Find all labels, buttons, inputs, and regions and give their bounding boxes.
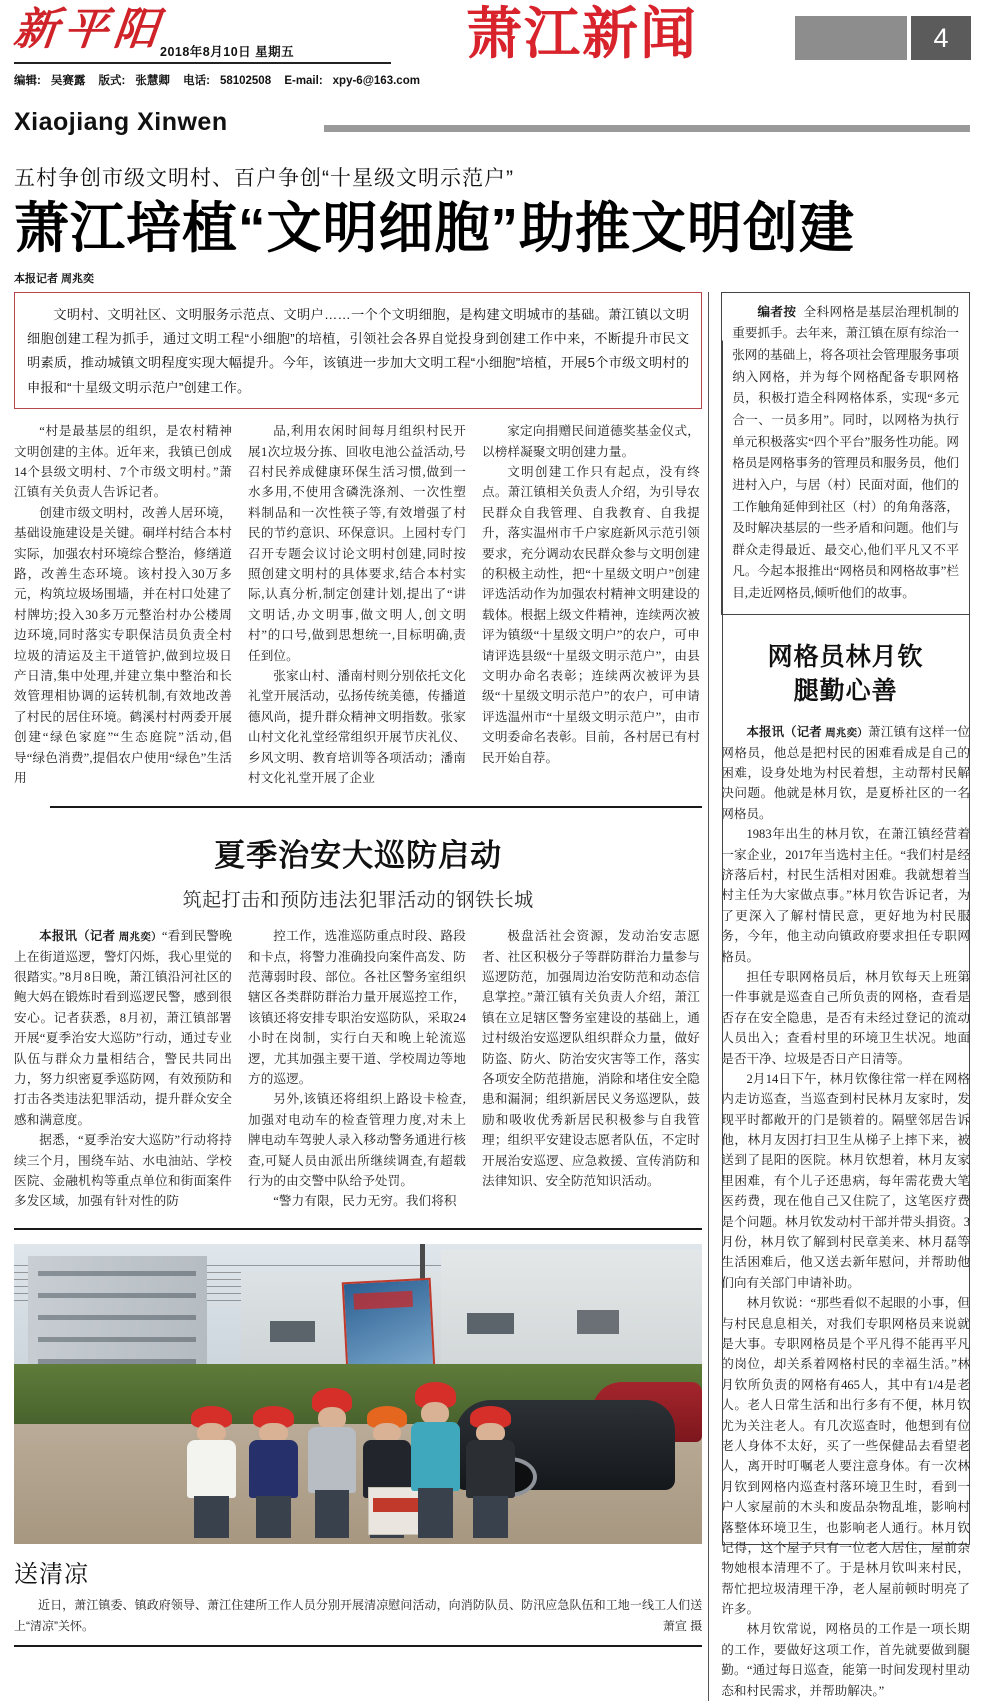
lead-article-columns [14,421,702,788]
article2-c3-p1: 极盘活社会资源，发动治安志愿者、社区积极分子等群防群治力量参与巡逻防范，加强周边治安防范和动态信息掌控。”萧江镇有关负责人介绍，萧江镇在立足辖区警务室建设的基础上，通过村级治安巡逻队组织群众力量，做好防盗、防火、防治安灾害等工作，落实各项安全防范措施，消除和堵住安全隐患和漏洞；组织新居民义务巡逻队，鼓励和吸收优秀新居民积极参与自我管理；组织平安建设志愿者队伍，不定时开展治安巡逻、应急救援、宣传消防和法律知识、安全防范知识活动。 [482,929,700,1188]
lead-summary-text: 文明村、文明社区、文明服务示范点、文明户……一个个文明细胞，是构建文明城市的基础。萧江镇以文明细胞创建工程为抓手，通过文明工程“小细胞”的培植，引领社会各界自觉投身到创建工作中来，不断提升市民文明素质，推动城镇文明程度实现大幅提升。今年，该镇进一步加大文明工程“小细胞”培植，开展5个市级文明村的申报和“十星级文明示范户”创建工作。 [27,306,690,395]
sidebar-p6: 林月钦常说，网格员的工作是一项长期的工作，要做好这项工作，首先就要做到腿勤。“通过每日巡查，能第一时间发现村里动态和村民需求，并帮助解决。” [721,1622,970,1698]
photo-torso [249,1440,298,1498]
photo-torso [308,1427,357,1493]
photo-torso [466,1440,515,1498]
lead-column-2 [248,421,466,788]
lead-kicker: 五村争创市级文明村、百户争创“十星级文明示范户” [14,167,514,190]
sidebar-p1-text: 萧江镇有这样一位网格员，他总是把村民的困难看成是自己的困难，设身处地为村民着想，主动帮村民解决问题。他就是林月钦，是夏桥社区的一名网格员。 [721,725,971,821]
lead-headline: 萧江培植“文明细胞”助推文明创建 [14,197,856,259]
editor-note-text: 全科网格是基层治理机制的重要抓手。去年来，萧江镇在原有综治一张网的基础上，将各项社会管理服务事项纳入网格，并为每个网格配备专职网格员，积极打造全科网格体系，实现“多元合一、一员多用”。同时，以网格为执行单元积极落实“四个平台”服务性功能。网格员是网格事务的管理员和服务员，他们进村入户，与居（村）民面对面，他们的工作触角延伸到社区（村）的角角落落，及时解决基层的一些矛盾和问题。他们与群众走得最近、最交心,他们平凡又不平凡。今起本报推出“网格员和网格故事”栏目,走近网格员,倾听他们的故事。 [732,304,960,601]
feature-photo [14,1244,702,1544]
layout-label: 版式: [98,75,126,87]
lead-c1-p2: 创建市级文明村，改善人居环境，基础设施建设是关键。硐垟村结合本村实际，加强农村环境综合整治，修缮道路，改善生态环境。该村投入30万多元，构筑垃圾场围墙，并在村口处建了村牌坊;投入30多万元整治村办公楼周边环境,同时落实专职保洁员负责全村垃圾的清运及主干道管护,做到垃圾日产日清,集中处理,并建立集中整治和长效管理相协调的运转机制,有效地改善了村民的居住环境。鹤溪村村两委开展创建“绿色家庭”“生态庭院”活动,倡导“绿色消费”,提倡农户使用“绿色”生活用 [14,505,232,785]
sidebar-p4: 2月14日下午，林月钦像往常一样在网格内走访巡查，当巡查到村民林月友家时，发现平时都敞开的门是锁着的。隔壁邻居告诉他，林月友因打扫卫生从梯子上摔下来，被送到了昆阳的医院。林月钦想着，林月友家里困难，有个儿子还患病，每年需花费大笔医药费，现在他自己又住院了，这笔医疗费是个问题。林月钦发动村干部并带头捐资。3月份，林月钦了解到村民章美来、林月磊等生活困难后，他又送去新年慰问，并帮助他们向有关部门申请补助。 [721,1071,970,1290]
vertical-divider [708,292,709,1701]
photo-worker-4 [465,1406,516,1538]
article2-c1-p2: 据悉，“夏季治安大巡防”行动将持续三个月，围绕车站、水电油站、学校医院、金融机构等重点单位和街面案件多发区域，加强有针对性的防 [14,1133,232,1209]
email-label: E-mail: [284,75,323,87]
section-title: 萧江新闻 [466,2,698,65]
photo-legs [418,1488,453,1538]
article2-c2-p3: “警力有限，民力无穷。我们将积 [273,1194,457,1209]
article2-c2-p2: 另外,该镇还将组织上路设卡检查,加强对电动车的检查管理力度,对未上牌电动车驾驶人录入移动警务通进行核查,可疑人员由派出所继续调查,有超载行为的由交警中队给予处罚。 [248,1092,466,1188]
phone-label: 电话: [183,75,210,87]
lead-c3-p2: 文明创建工作只有起点，没有终点。萧江镇相关负责人介绍，为引导农民群众自我管理、自我教育、自我提升，落实温州市千户家庭新风示范引领要求，充分调动农民群众参与文明创建的积极主动性，把“十星级文明户”创建评选活动作为加强农村精神文明建设的载体。根据上级文件精神，连续两次被评为镇级“十星级文明户”的农户，可申请评选县级“十星级文明示范户”，由县文明办命名表彰；连续两次被评为县级“十星级文明示范户”的农户，可申请评选温州市“十星级文明示范户”，由市文明委命名表彰。目前，各村居已有村民开始自荐。 [482,465,700,765]
page-grid [14,292,970,1701]
photo-signboard [342,1278,436,1373]
photo-official-1 [307,1388,358,1538]
article2-top-rule [50,806,702,808]
photo-torso [411,1422,460,1491]
lead-c1-p1: “村是最基层的组织，是农村精神文明创建的主体。近年来，我镇已创成14个县级文明村、7个市级文明村。”萧江镇有关负责人告诉记者。 [14,424,232,500]
article2-subhead: 筑起打击和预防违法犯罪活动的钢铁长城 [182,890,534,912]
photo-official-2 [410,1382,461,1538]
photo-legs [256,1496,291,1538]
photo-worker-2 [248,1406,299,1538]
article2-leadin: 本报讯（记者 [39,929,116,944]
article2-columns [14,926,702,1211]
main-content-zone [14,292,702,1701]
editor-name: 吴赛露 [50,75,86,87]
sidebar-leadin: 本报讯（记者 [746,725,822,740]
pinyin-divider [324,125,970,132]
sidebar-headline [721,641,970,709]
masthead-rule [14,62,391,64]
article2-c2-p1: 控工作，选准巡防重点时段、路段和卡点，将警力准确投向案件高发、防范薄弱时段、部位。各社区警务室组织辖区各类群防群治力量开展巡控工作，该镇还将安排专职治安巡防队，采取24小时在岗制，实行白天和晚上轮流巡逻，尤其加强主要干道、学校周边等地方的巡逻。 [248,929,466,1087]
page-number: 4 [911,16,971,60]
photo-worker-1 [186,1406,237,1538]
masthead [0,0,984,104]
photo-caption-text: 近日，萧江镇委、镇政府领导、萧江住建所工作人员分别开展清凉慰问活动，向消防队员、防汛应急队伍和工地一线工人们送上“清凉”关怀。 [14,1597,703,1633]
article2-c1-p1-text: “看到民警晚上在街道巡逻，警灯闪烁，我心里觉的很踏实。”8月8日晚，萧江镇沿河社区的鲍大妈在锻炼时看到巡逻民警，感到很安心。记者获悉，8月初，萧江镇部署开展“夏季治安大巡防”行动，通过专业队伍与群众力量相结合，警民共同出力，努力织密夏季巡防网，有效预防和打击各类违法犯罪活动，提升群众安全感和满意度。 [14,929,233,1127]
photo-credit: 萧宣 摄 [662,1618,703,1633]
lead-byline: 本报记者 周兆奕 [14,272,95,285]
editor-label: 编辑: [14,75,41,87]
editor-note-label: 编者按 [757,304,797,319]
article2-reporter: 周兆奕） [118,931,162,944]
sidebar-headline-line1: 网格员林月钦 [767,642,924,671]
photo-top-rule [14,1228,702,1230]
photo-legs [473,1496,508,1538]
sidebar-p1 [721,722,970,824]
article2-column-2 [248,926,466,1211]
photo-caption-title: 送清凉 [14,1560,89,1588]
editor-note-paragraph [732,302,959,605]
section-pinyin: Xiaojiang Xinwen [14,108,228,136]
article2-c1-p1 [14,926,232,1130]
photo-legs [315,1490,350,1538]
sidebar-p2: 1983年出生的林月钦，在萧江镇经营着一家企业，2017年当选村主任。“我们村是经济落后村，村民生活相对困难。我就想着当村主任为大家做点事。”林月钦告诉记者，为了更深入了解村情民意，更好地为村民服务，今年，他主动向镇政府要求担任专职网格员。 [721,827,970,964]
article2-headline: 夏季治安大巡防启动 [214,838,503,874]
lead-c2-p2: 张家山村、潘南村则分别依托文化礼堂开展活动，弘扬传统美德，传播道德风尚，提升群众精神文明指数。张家山村文化礼堂经常组织开展节庆礼仪、乡风文明、教育培训等各项活动；潘南村文化礼堂开展了企业 [248,668,466,785]
photo-caption-body [14,1595,702,1637]
lead-c2-p1: 品,利用农闲时间每月组织村民开展1次垃圾分拣、回收电池公益活动,号召村民养成健康环保生活习惯,做到一水多用,不使用含磷洗涤剂、一次性塑料制品和一次性筷子等,有效增强了村民的节约意识、环保意识。上园村专门召开专题会议讨论文明村创建,同时按照创建文明村的具体要求,结合本村实际,认真分析,制定创建计划,提出了“讲文明话,办文明事,做文明人,创文明村”的口号,做到思想统一,目标明确,责任到位。 [248,424,466,663]
article2-column-1 [14,926,232,1211]
photo-legs [194,1496,229,1538]
photo-bottom-rule [14,1645,702,1647]
lead-c3-p1: 家定向捐赠民间道德奖基金仪式，以榜样凝聚文明创建力量。 [482,424,700,459]
lead-column-3 [482,421,700,788]
email-address: xpy-6@163.com [332,75,420,87]
sidebar-p5: 林月钦说：“那些看似不起眼的小事，但与村民息息相关，对我们专职网格员来说就是大事。专职网格员是个平凡得不能再平凡的岗位，却关系着网格村民的幸福生活。”林月钦所负责的网格有465人，其中有1/4是老人。老人日常生活和出行多有不便，林月钦尤为关注老人。有几次巡查时，他想到有位老人身体不太好，买了一些保健品去看望老人，离开时叮嘱老人要注意身体。有一次林月钦到网格内巡查村落环境卫生时，看到一户人家屋前的木头和废品杂物乱堆，影响村落整体环境卫生，也影响老人通行。林月钦记得，这个屋子只有一位老人居住，屋前杂物她根本清理不了。于是林月钦叫来村民，帮忙把垃圾清理干净，老人屋前顿时明亮了许多。 [721,1296,970,1617]
lead-summary-box [14,292,702,410]
sidebar-column [721,292,970,1701]
sidebar-reporter: 周兆奕） [825,727,868,740]
sidebar-headline-line2: 腿勤心善 [793,676,898,705]
page-chip-grey [795,16,907,60]
imprint-line [14,72,430,88]
newspaper-logo: 新平阳 [11,5,167,54]
section-pinyin-bar [14,108,970,150]
issue-date: 2018年8月10日 星期五 [160,45,295,59]
photo-torso [187,1440,236,1498]
phone-number: 58102508 [219,75,272,87]
editor-note-box [721,292,970,615]
layout-name: 张慧卿 [135,75,170,87]
article2-column-3 [482,926,700,1211]
lead-column-1 [14,421,232,788]
sidebar-p3: 担任专职网格员后，林月钦每天上班第一件事就是巡查自己所负责的网格，查看是否存在安全隐患，是否有未经过登记的流动人员出入；查看村里的环境卫生状况。地面是否干净、垃圾是否日产日清等。 [721,969,970,1066]
